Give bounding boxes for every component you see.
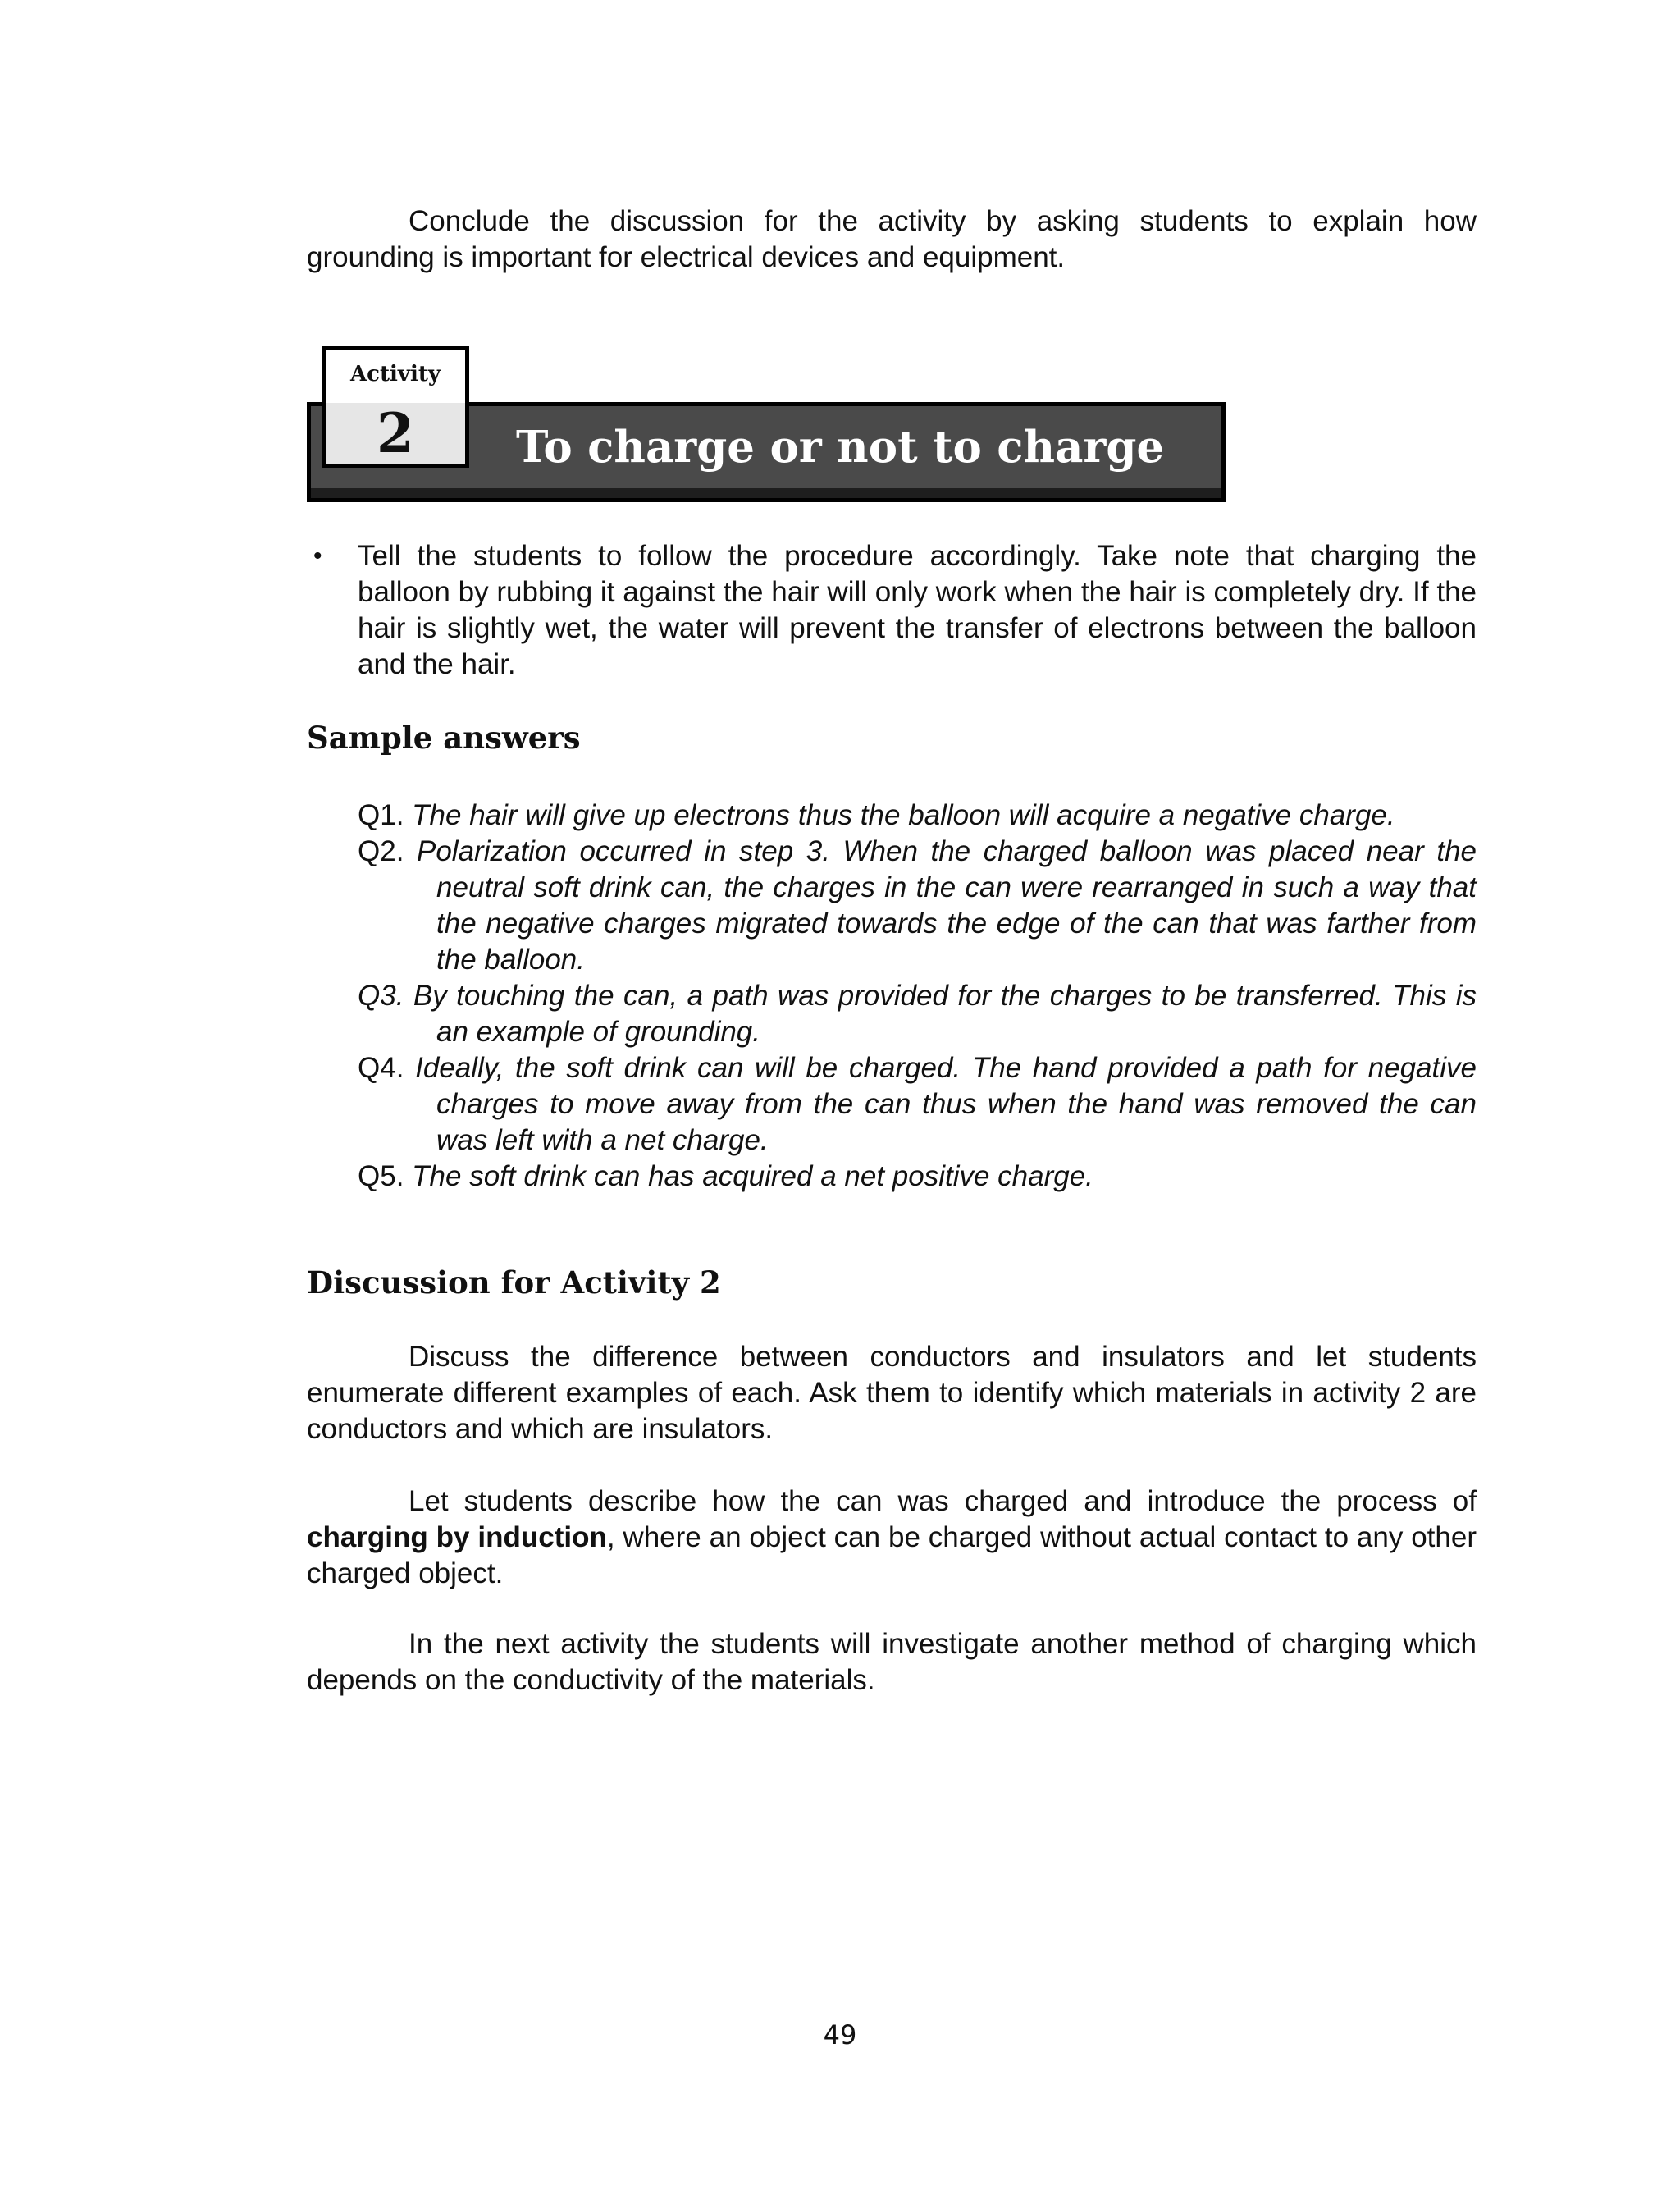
activity-badge [322, 346, 469, 468]
answer-text: The hair will give up electrons thus the balloon will acquire a negative charge. [412, 799, 1395, 831]
page-number: 49 [823, 2019, 857, 2051]
answer-q1 [358, 798, 1477, 834]
discussion-paragraph-3: In the next activity the students will investigate another method of charging which depends on the conductivity of the materials. [307, 1628, 1477, 1696]
bullet-icon: • [313, 542, 322, 569]
answer-text: Polarization occurred in step 3. When the charged balloon was placed near the neutral soft drink can, the charges in the can were rearranged in such a way that the negative charges migrated towards the edge of the can that was farther from the balloon. [417, 835, 1477, 976]
list-item [307, 538, 1477, 683]
question-number: Q5. [358, 1160, 404, 1192]
question-number: Q4. [358, 1052, 404, 1084]
answer-q2 [358, 834, 1477, 978]
answer-q3 [358, 978, 1477, 1050]
discussion-paragraph-1: Discuss the difference between conductors and insulators and let students enumerate different examples of each. Ask them to identify which materials in activity 2 are conductors and which are insulators. [307, 1341, 1477, 1445]
answer-q4 [358, 1050, 1477, 1159]
procedure-note: Tell the students to follow the procedure accordingly. Take note that charging the balloon by rubbing it against the hair will only work when the hair is completely dry. If the hair is slightly wet, the water will prevent the transfer of electrons between the balloon and the hair. [358, 540, 1477, 680]
answer-text: Ideally, the soft drink can will be charged. The hand provided a path for negative charges to move away from the can thus when the hand was removed the can was left with a net charge. [415, 1052, 1477, 1156]
question-number: Q2. [358, 835, 404, 867]
activity-banner [307, 346, 1226, 502]
answer-text: By touching the can, a path was provided for the charges to be transferred. This is an example of grounding. [413, 980, 1477, 1048]
discussion-heading: Discussion for Activity 2 [307, 1264, 721, 1301]
activity-label: Activity [350, 362, 441, 386]
paragraph-text: , where an object can be charged without actual contact to any other charged object. [307, 1521, 1477, 1589]
discussion-paragraph-2 [307, 1484, 1477, 1592]
answer-q5 [358, 1159, 1477, 1195]
activity-number: 2 [326, 403, 465, 464]
intro-paragraph: Conclude the discussion for the activity by asking students to explain how grounding is important for electrical devices and equipment. [307, 205, 1477, 273]
answer-text: The soft drink can has acquired a net positive charge. [412, 1160, 1093, 1192]
sample-answers-list [358, 798, 1477, 1195]
question-number: Q1. [358, 799, 404, 831]
key-term: charging by induction [307, 1521, 607, 1553]
question-number: Q3. [358, 980, 404, 1012]
sample-answers-heading: Sample answers [307, 720, 581, 756]
activity-title: To charge or not to charge [516, 422, 1165, 473]
paragraph-text: Let students describe how the can was charged and introduce the process of [409, 1485, 1477, 1517]
procedure-list [307, 538, 1477, 683]
